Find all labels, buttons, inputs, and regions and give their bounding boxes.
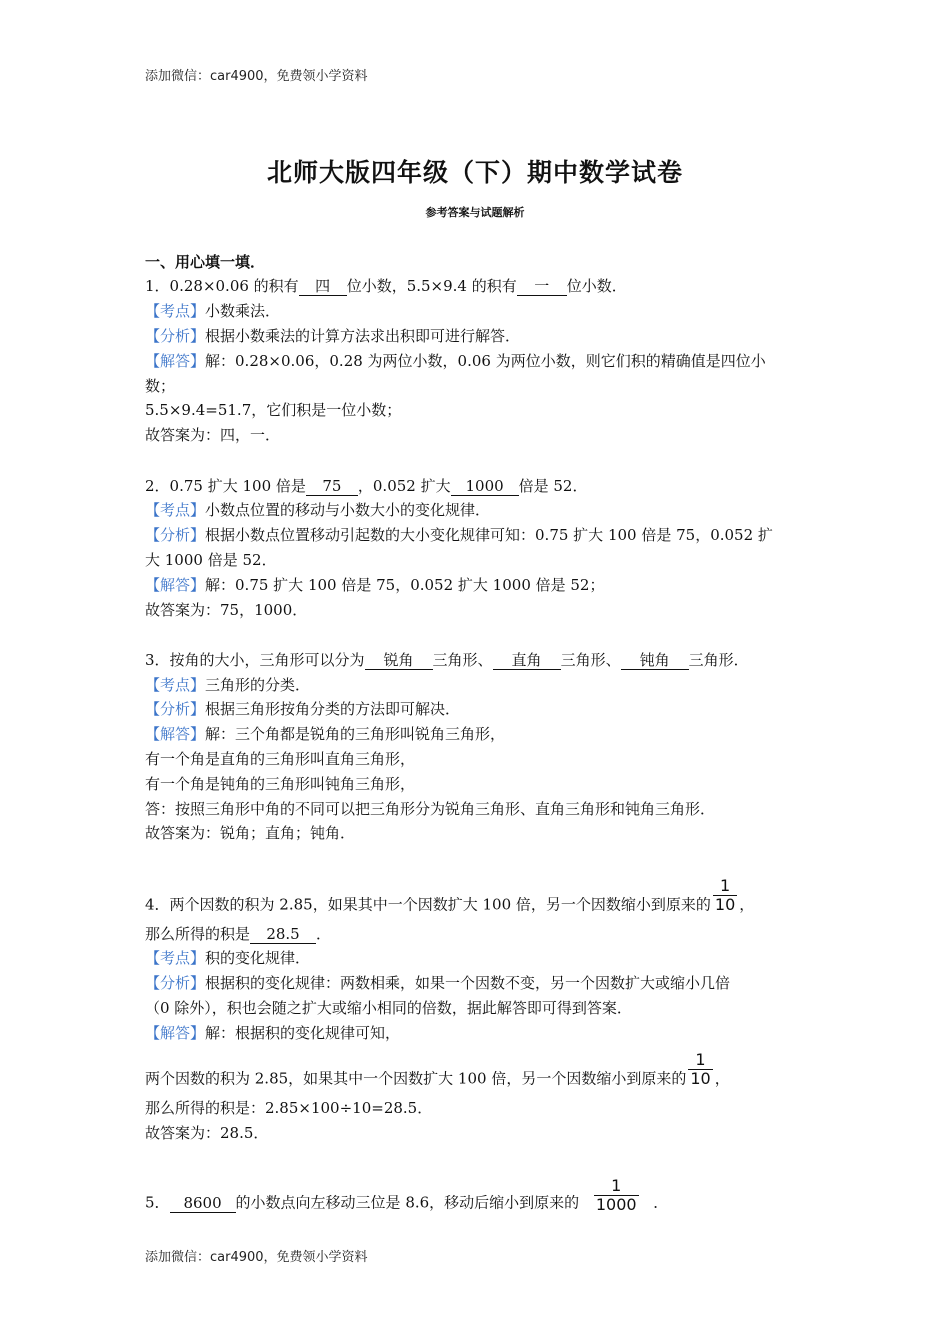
jieda-label: 【解答】 [145,1024,206,1042]
q2-fenxi-cont: 大 1000 倍是 52． [145,551,277,569]
q4-fraction-2 [688,1051,712,1088]
q5-text-3: ． [653,1193,669,1212]
q1-blank-2: 一 [517,277,567,296]
q3-text-3: 三角形、 [560,651,621,669]
fraction-numerator: 1 [719,876,731,895]
q4-text-1: 4．两个因数的积为 2.85，如果其中一个因数扩大 100 倍，另一个因数缩小到原来的 [145,895,711,914]
q3-kaodian [145,675,310,695]
q4-line-2: 那么所得的积是：2.85×100÷10=28.5． [145,1099,433,1117]
fraction-denominator: 10 [714,895,736,914]
q4-line-1 [145,1050,730,1088]
q3-fenxi [145,699,460,719]
page-title: 北师大版四年级（下）期中数学试卷 [266,158,683,187]
q1-text-3: 位小数． [566,277,627,295]
q4-text-3: ． [316,925,332,943]
q3-line-2: 有一个角是钝角的三角形叫钝角三角形， [145,775,416,793]
q1-jieda-text: 解：0.28×0.06，0.28 为两位小数，0.06 为两位小数，则它们积的精确值是四位小 [205,352,766,370]
q4-text-2: 那么所得的积是 [145,925,251,943]
q3-blank-3: 钝角 [621,651,689,670]
fenxi-label: 【分析】 [145,974,206,992]
fraction-numerator: 1 [611,1176,622,1195]
q4-jieda-text: 解：根据积的变化规律可知， [205,1024,401,1042]
q3-text-2: 三角形、 [432,651,493,669]
kaodian-label: 【考点】 [145,302,206,320]
q2-blank-2: 1000 [451,477,519,496]
q1-answer: 故答案为：四，一． [145,426,281,444]
q4-question [145,876,755,914]
fraction-denominator: 1000 [595,1195,637,1214]
jieda-label: 【解答】 [145,576,206,594]
q2-text-1: 2．0.75 扩大 100 倍是 [145,477,306,495]
q2-fenxi [145,525,773,545]
q1-text-1: 1．0.28×0.06 的积有 [145,277,299,295]
q1-kaodian [145,301,280,321]
q4-question-cont [145,924,331,944]
q4-blank-1: 28.5 [250,925,316,944]
q5-question [145,1176,669,1214]
q4-jieda [145,1023,400,1043]
q4-fenxi [145,973,730,993]
q2-text-3: 倍是 52． [518,477,588,495]
q3-fenxi-text: 根据三角形按角分类的方法即可解决． [205,700,461,718]
q1-kaodian-text: 小数乘法． [205,302,281,320]
q1-question [145,276,627,296]
q1-jieda [145,351,766,371]
q2-blank-1: 75 [306,477,358,496]
q3-text-4: 三角形． [688,651,749,669]
fenxi-label: 【分析】 [145,526,206,544]
q5-fraction [594,1177,639,1214]
q1-line-3: 5.5×9.4=51.7，它们积是一位小数； [145,401,402,419]
jieda-label: 【解答】 [145,725,206,743]
fenxi-label: 【分析】 [145,327,206,345]
q3-jieda-text: 解：三个角都是锐角的三角形叫锐角三角形， [205,725,506,743]
q2-jieda [145,575,604,595]
q1-blank-1: 四 [299,277,347,296]
fraction-denominator: 10 [690,1069,711,1088]
q2-fenxi-text: 根据小数点位置移动引起数的大小变化规律可知：0.75 扩大 100 倍是 75，0.052 扩 [205,526,773,544]
q5-text-2: 的小数点向左移动三位是 8.6，移动后缩小到原来的 [235,1193,580,1212]
q4-line-1-end: ， [714,1069,730,1088]
q2-kaodian-text: 小数点位置的移动与小数大小的变化规律． [205,501,491,519]
q3-kaodian-text: 三角形的分类． [205,676,311,694]
jieda-label: 【解答】 [145,352,206,370]
q3-blank-1: 锐角 [365,651,433,670]
q3-jieda [145,724,505,744]
q4-kaodian [145,948,310,968]
q3-question [145,650,749,670]
kaodian-label: 【考点】 [145,501,206,519]
q3-blank-2: 直角 [493,651,561,670]
q1-jieda-cont: 数； [145,377,176,395]
kaodian-label: 【考点】 [145,949,206,967]
q1-fenxi [145,326,520,346]
q2-question [145,476,587,496]
q5-blank-1: 8600 [170,1194,236,1213]
q4-fenxi-text: 根据积的变化规律：两数相乘，如果一个因数不变，另一个因数扩大或缩小几倍 [205,974,731,992]
q5-text-1: 5． [145,1193,170,1212]
q3-line-1: 有一个角是直角的三角形叫直角三角形， [145,750,416,768]
page-subtitle: 参考答案与试题解析 [425,206,525,219]
q2-answer: 故答案为：75，1000． [145,601,308,619]
fenxi-label: 【分析】 [145,700,206,718]
q4-fenxi-cont: （0 除外），积也会随之扩大或缩小相同的倍数，据此解答即可得到答案． [145,999,632,1017]
q4-answer: 故答案为：28.5． [145,1124,269,1142]
q3-line-3: 答：按照三角形中角的不同可以把三角形分为锐角三角形、直角三角形和钝角三角形． [145,800,716,818]
section-heading: 一、用心填一填． [145,253,266,271]
q4-line-1-text: 两个因数的积为 2.85，如果其中一个因数扩大 100 倍，另一个因数缩小到原来的 [145,1069,687,1088]
q2-jieda-text: 解：0.75 扩大 100 倍是 75，0.052 扩大 1000 倍是 52； [205,576,605,594]
q4-text-end: ， [739,895,755,914]
q3-text-1: 3．按角的大小，三角形可以分为 [145,651,365,669]
q4-fraction [713,877,737,914]
q3-answer: 故答案为：锐角；直角；钝角． [145,824,356,842]
q1-text-2: 位小数，5.5×9.4 的积有 [346,277,517,295]
kaodian-label: 【考点】 [145,676,206,694]
header-note: 添加微信：car4900，免费领小学资料 [145,69,368,84]
q1-fenxi-text: 根据小数乘法的计算方法求出积即可进行解答． [205,327,521,345]
q2-kaodian [145,500,490,520]
q5-blank-2 [579,1177,653,1214]
q4-kaodian-text: 积的变化规律． [205,949,311,967]
footer-note: 添加微信：car4900，免费领小学资料 [145,1250,368,1265]
q2-text-2: ，0.052 扩大 [357,477,451,495]
fraction-numerator: 1 [695,1050,706,1069]
